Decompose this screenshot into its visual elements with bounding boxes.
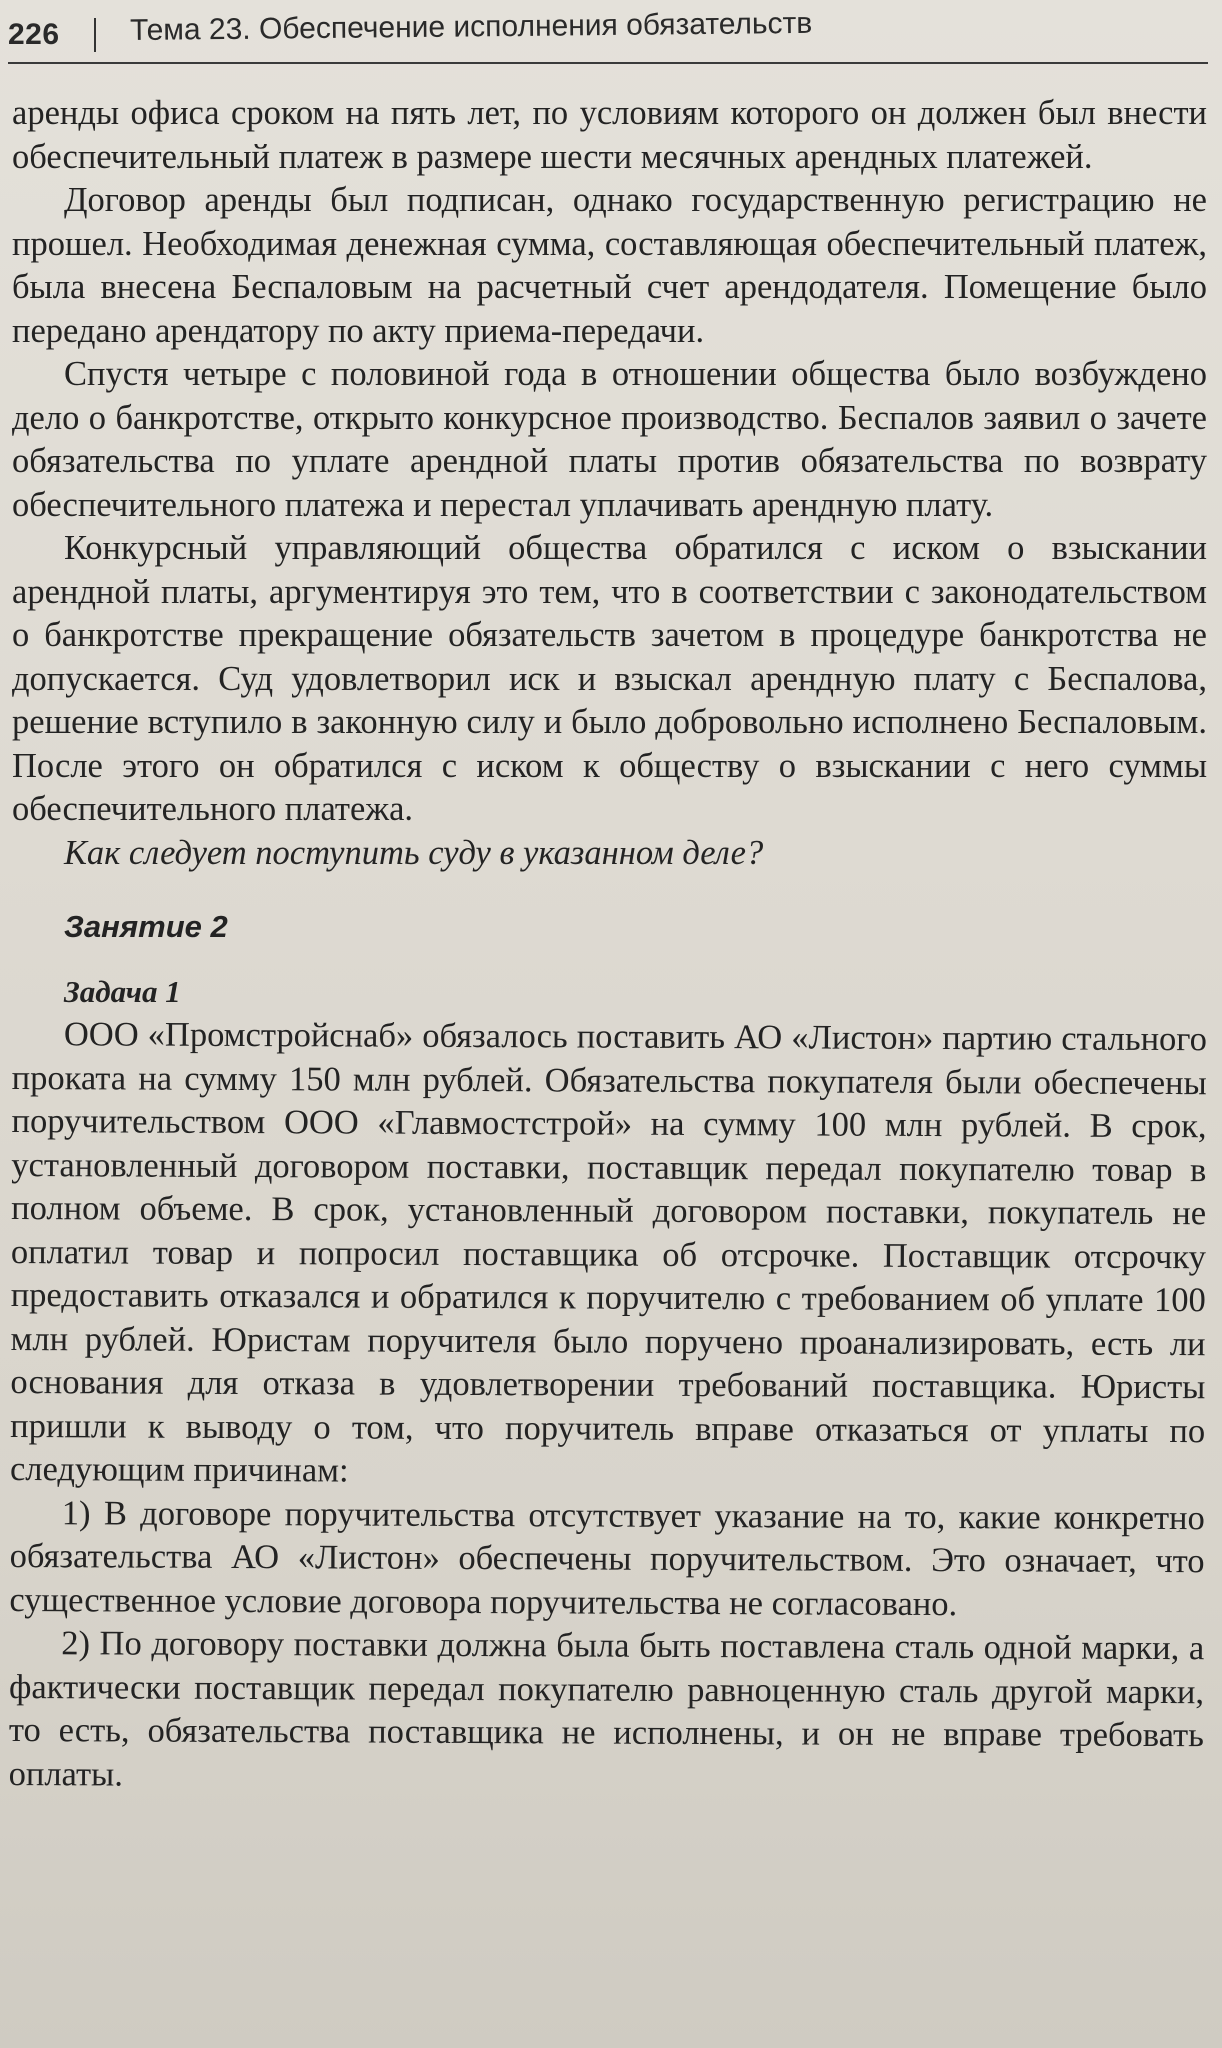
lesson-heading: Занятие 2 bbox=[64, 909, 228, 944]
list-item: 2) По договору поставки должна была быть поставлена сталь одной марки, а фактически поставщик передал покупателю равноценную сталь другой марки, то есть, обязательства поставщика не исполнены, и он не вправе требовать оплаты. bbox=[8, 1623, 1205, 1793]
page-number: 226 bbox=[8, 18, 60, 51]
header-divider bbox=[94, 18, 96, 52]
paragraph: Договор аренды был подписан, однако государственную регистрацию не прошел. Необходимая денежная сумма, составляющая обеспечительный платеж, была внесена Беспаловым на расчетный счет арендодателя. Помещение было передано арендатору по акту приема-передачи. bbox=[12, 181, 1207, 350]
page-header bbox=[8, 8, 1208, 64]
running-title: Тема 23. Обеспечение исполнения обязательств bbox=[129, 6, 813, 47]
task-heading: Задача 1 bbox=[64, 973, 181, 1009]
paragraph: Конкурсный управляющий общества обратился с иском о взыскании арендной платы, аргументируя это тем, что в соответствии с законодательством о банкротстве прекращение обязательств зачетом в процедуре банкротства не допускается. Суд удовлетворил иск и взыскал арендную плату с Беспалова, решение вступило в законную силу и было добровольно исполнено Беспаловым. После этого он обратился с иском к обществу о взыскании с него суммы обеспечительного платежа. bbox=[12, 529, 1207, 828]
page-body bbox=[8, 92, 1207, 1796]
paragraph: ООО «Промстройснаб» обязалось поставить АО «Листон» партию стального проката на сумму 150 млн рублей. Обязательства покупателя были обеспечены поручительством ООО «Главмостстрой» на сумму 100 млн рублей. В срок, установленный договором поставки, поставщик передал покупателю товар в полном объеме. В срок, установленный договором поставки, покупатель не оплатил товар и попросил поставщика об отсрочке. Поставщик отсрочку предоставить отказался и обратился к поручителю с требованием об уплате 100 млн рублей. Юристам поручителя было поручено проанализировать, есть ли основания для отказа в удовлетворении требований поставщика. Юристы пришли к выводу о том, что поручитель вправе отказаться от уплаты по следующим причинам: bbox=[9, 1014, 1207, 1489]
question-text: Как следует поступить суду в указанном деле? bbox=[64, 833, 764, 872]
paragraph-continued: аренды офиса сроком на пять лет, по условиям которого он должен был внести обеспечительный платеж в размере шести месячных арендных платежей. bbox=[12, 94, 1207, 176]
task-body bbox=[9, 1013, 1207, 1801]
paragraph: Спустя четыре с половиной года в отношении общества было возбуждено дело о банкротстве, открыто конкурсное производство. Беспалов заявил о зачете обязательства по уплате арендной платы против обязательства по возврату обеспечительного платежа и перестал уплачивать арендную плату. bbox=[12, 355, 1207, 524]
list-item: 1) В договоре поручительства отсутствует указание на то, какие конкретно обязательства АО «Листон» обеспечены поручительством. Это означает, что существенное условие договора поручительства не согласовано. bbox=[9, 1493, 1205, 1623]
